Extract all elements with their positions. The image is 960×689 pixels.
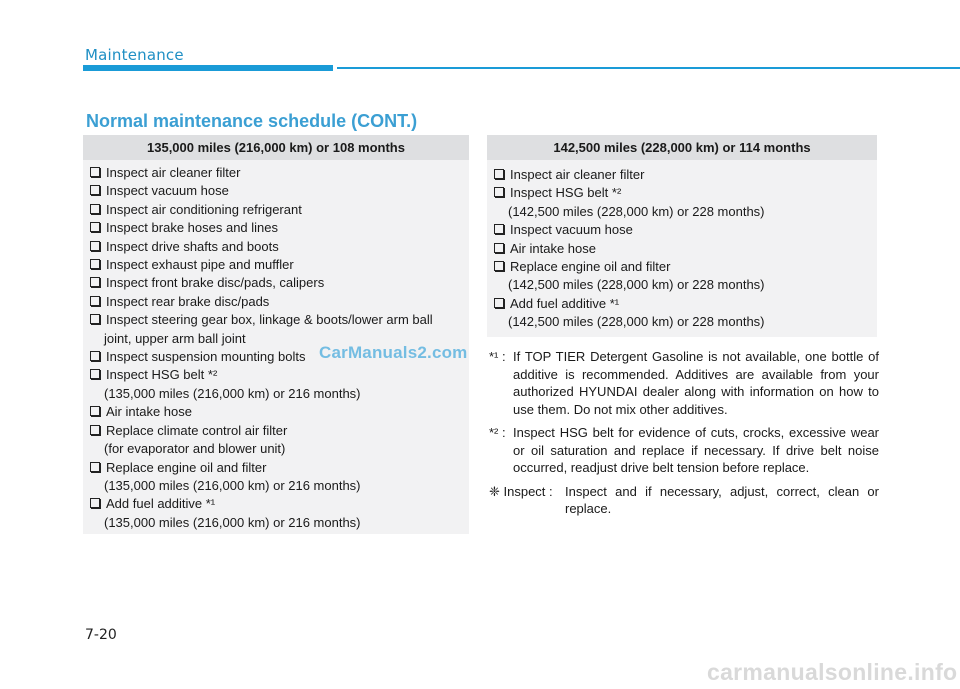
footnotes (489, 348, 879, 518)
list-item (487, 203, 877, 221)
list-item (83, 422, 469, 440)
footnote-1-text: If TOP TIER Detergent Gasoline is not available, one bottle of additive is recommended. Additives are available from your authorized HYUNDAI dealer along with information on how to use them. Do not mix other additives. (513, 349, 879, 417)
checkbox-icon (90, 241, 100, 251)
list-item-label: Air intake hose (510, 240, 596, 256)
list-item (83, 164, 469, 182)
list-item-label: (135,000 miles (216,000 km) or 216 months) (104, 385, 361, 401)
footnote-1 (489, 348, 879, 418)
list-item-label: Inspect HSG belt *² (106, 367, 218, 383)
checkbox-icon (90, 167, 100, 177)
list-item (83, 440, 469, 458)
list-item-label: Inspect exhaust pipe and muffler (106, 257, 294, 273)
list-item-label: Inspect air conditioning refrigerant (106, 201, 302, 217)
footnote-2 (489, 424, 879, 477)
checkbox-icon (90, 204, 100, 214)
list-item-label: (142,500 miles (228,000 km) or 228 months) (508, 314, 765, 330)
inspect-note-text: Inspect and if necessary, adjust, correct, clean or replace. (565, 483, 879, 516)
footnote-2-text: Inspect HSG belt for evidence of cuts, crocks, excessive wear or oil saturation and replace if necessary. If drive belt noise occurred, readjust drive belt tension before replace. (513, 425, 879, 475)
list-item-label: Inspect suspension mounting bolts (106, 349, 306, 365)
list-item-label: Replace engine oil and filter (106, 459, 267, 475)
checkbox-icon (494, 169, 504, 179)
list-item (487, 276, 877, 294)
schedule-table-142500 (487, 135, 877, 337)
list-item (83, 514, 469, 532)
checkbox-icon (90, 462, 100, 472)
list-item (83, 385, 469, 403)
list-item-label: Replace climate control air filter (106, 422, 288, 438)
list-item (83, 495, 469, 513)
list-item (83, 293, 469, 311)
checkbox-icon (494, 298, 504, 308)
checkbox-icon (90, 498, 100, 508)
list-item-label: (142,500 miles (228,000 km) or 228 months) (508, 203, 765, 219)
list-item-label: Inspect HSG belt *² (510, 185, 622, 201)
list-item (487, 258, 877, 276)
list-item (83, 182, 469, 200)
list-item-label: Replace engine oil and filter (510, 259, 671, 275)
inspect-note-mark: ❈ Inspect : (489, 483, 553, 499)
schedule-table-135000 (83, 135, 469, 534)
checkbox-icon (90, 425, 100, 435)
list-item (83, 459, 469, 477)
list-item (83, 311, 469, 329)
list-item-label: (142,500 miles (228,000 km) or 228 months) (508, 277, 765, 293)
list-item (83, 219, 469, 237)
list-item (487, 240, 877, 258)
list-item-label: Inspect air cleaner filter (106, 165, 241, 180)
table-items (487, 160, 877, 332)
list-item (83, 201, 469, 219)
list-item-label: Inspect front brake disc/pads, calipers (106, 275, 325, 291)
inspect-note (489, 483, 879, 518)
header-rule-thin (337, 67, 960, 69)
list-item-label: (135,000 miles (216,000 km) or 216 months) (104, 514, 361, 530)
list-item-label: Inspect vacuum hose (510, 222, 633, 238)
checkbox-icon (90, 406, 100, 416)
checkbox-icon (494, 261, 504, 271)
footnote-1-mark: *¹ : (489, 349, 506, 364)
list-item (83, 274, 469, 292)
list-item-label: Air intake hose (106, 404, 192, 420)
list-item-label: Inspect drive shafts and boots (106, 238, 279, 254)
list-item-label: Inspect vacuum hose (106, 183, 229, 199)
table-heading: 135,000 miles (216,000 km) or 108 months (83, 135, 469, 160)
checkbox-icon (90, 296, 100, 306)
checkbox-icon (90, 185, 100, 195)
section-title: Maintenance (85, 46, 184, 64)
checkbox-icon (90, 259, 100, 269)
checkbox-icon (90, 222, 100, 232)
list-item (83, 256, 469, 274)
watermark-carmanualsonline: carmanualsonline.info (707, 659, 958, 685)
watermark-carmanuals2: CarManuals2.com (319, 343, 468, 362)
table-heading: 142,500 miles (228,000 km) or 114 months (487, 135, 877, 160)
list-item (487, 166, 877, 184)
checkbox-icon (494, 243, 504, 253)
checkbox-icon (494, 187, 504, 197)
page-number: 7-20 (85, 627, 117, 643)
list-item-label: joint, upper arm ball joint (104, 330, 246, 346)
footnote-2-mark: *² : (489, 425, 506, 440)
list-item-label: Inspect steering gear box, linkage & boots/lower arm ball (106, 312, 433, 328)
list-item (487, 221, 877, 239)
list-item (487, 184, 877, 202)
checkbox-icon (90, 369, 100, 379)
list-item (83, 403, 469, 421)
checkbox-icon (494, 224, 504, 234)
list-item (487, 295, 877, 313)
list-item-label: (135,000 miles (216,000 km) or 216 months) (104, 477, 361, 493)
list-item-label: (for evaporator and blower unit) (104, 441, 286, 457)
list-item-label: Inspect brake hoses and lines (106, 220, 278, 236)
list-item-label: Inspect rear brake disc/pads (106, 293, 270, 309)
list-item (83, 366, 469, 384)
list-item-label: Add fuel additive *¹ (106, 496, 216, 512)
header-rule-thick (83, 65, 333, 71)
checkbox-icon (90, 314, 100, 324)
list-item (487, 313, 877, 331)
checkbox-icon (90, 351, 100, 361)
list-item (83, 238, 469, 256)
page-heading: Normal maintenance schedule (CONT.) (86, 111, 418, 131)
list-item (83, 477, 469, 495)
checkbox-icon (90, 277, 100, 287)
list-item-label: Inspect air cleaner filter (510, 167, 645, 182)
list-item-label: Add fuel additive *¹ (510, 295, 620, 311)
